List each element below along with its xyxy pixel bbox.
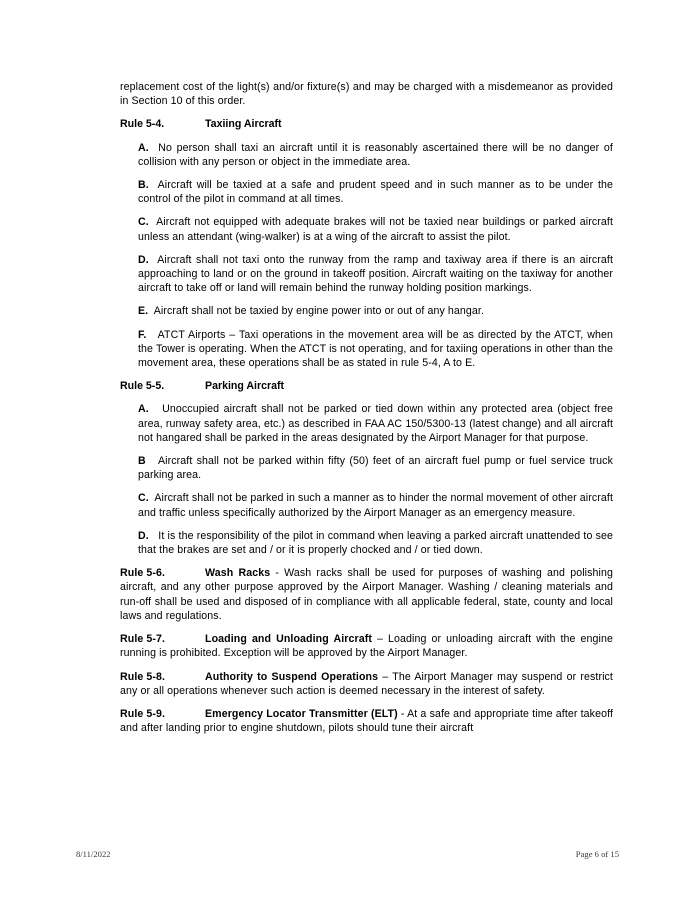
paragraph-letter: E.: [138, 305, 149, 318]
rule-label-5-6: Rule 5-6.: [120, 567, 166, 580]
paragraph-text: ATCT Airports – Taxi operations in the movement area will be as directed by the ATCT, when the Tower is operating. When the ATCT is not operating, and for taxiing operations in other than the movement area, these operations shall be as stated in rule 5-4, A to E.: [138, 328, 613, 370]
rule-heading-5-5: [120, 379, 613, 393]
rule-5-4-paragraph-d: [138, 253, 613, 296]
rule-label-5-7: Rule 5-7.: [120, 633, 166, 646]
rule-heading-5-4: [120, 117, 613, 131]
rule-label-5-5: Rule 5-5.: [120, 380, 165, 393]
continuation-paragraph: replacement cost of the light(s) and/or fixture(s) and may be charged with a misdemeanor as provided in Section 10 of this order.: [120, 81, 613, 108]
rule-5-6: [120, 566, 613, 623]
rule-title-5-6: Wash Racks: [205, 567, 271, 580]
rule-5-4-paragraph-e: [138, 304, 613, 318]
paragraph-letter: D.: [138, 253, 149, 266]
rule-body-5-6: - Wash racks shall be used for purposes of washing and polishing aircraft, and any other purpose approved by the Airport Manager. Washing / cleaning materials and run-off shall be used and disposed of in compliance with all applicable federal, state, county and local laws and regulations.: [120, 567, 613, 622]
paragraph-letter: A.: [138, 403, 149, 416]
rule-label-5-4: Rule 5-4.: [120, 118, 165, 131]
paragraph-text: Aircraft shall not be parked in such a manner as to hinder the normal movement of other aircraft and traffic unless specifically authorized by the Airport Manager as an emergency measure.: [138, 492, 614, 519]
rule-5-8: [120, 670, 613, 698]
rule-5-5-paragraph-b: [138, 454, 613, 482]
paragraph-letter: C.: [138, 492, 149, 505]
footer-date: 8/11/2022: [76, 849, 111, 859]
rule-5-4-paragraph-f: [138, 328, 613, 371]
paragraph-text: Aircraft shall not taxi onto the runway from the ramp and taxiway area if there is an aircraft approaching to land or on the ground in takeoff position. Aircraft waiting on the taxiway for another aircraft to take off or land will remain behind the runway holding position markings.: [138, 253, 613, 295]
rule-title-5-5: Parking Aircraft: [205, 380, 285, 393]
paragraph-letter: A.: [138, 141, 149, 154]
rule-5-9: [120, 707, 613, 735]
paragraph-text: Aircraft not equipped with adequate brakes will not be taxied near buildings or parked aircraft unless an attendant (wing-walker) is at a wing of the aircraft to assist the pilot.: [138, 216, 613, 243]
rule-body-5-7: – Loading or unloading aircraft with the engine running is prohibited. Exception will be approved by the Airport Manager.: [120, 633, 613, 660]
rule-title-5-4: Taxiing Aircraft: [205, 118, 282, 131]
document-body: [120, 80, 613, 735]
rule-5-4-paragraph-c: [138, 215, 613, 243]
paragraph-letter: B: [138, 455, 146, 468]
rule-5-4-paragraph-a: [138, 141, 613, 169]
rule-title-5-8: Authority to Suspend Operations: [205, 670, 379, 683]
paragraph-text: Aircraft shall not be taxied by engine power into or out of any hangar.: [153, 305, 484, 318]
paragraph-letter: C.: [138, 216, 149, 229]
page-footer: [76, 848, 619, 862]
rule-5-5-paragraph-d: [138, 529, 613, 557]
paragraph-letter: D.: [138, 529, 149, 542]
rule-5-5-paragraph-a: [138, 402, 613, 445]
paragraph-text: It is the responsibility of the pilot in command when leaving a parked aircraft unattended to see that the brakes are set and / or it is properly chocked and / or tied down.: [138, 529, 613, 557]
paragraph-letter: B.: [138, 179, 149, 192]
footer-page-number: Page 6 of 15: [575, 849, 619, 859]
rule-body-5-9: - At a safe and appropriate time after takeoff and after landing prior to engine shutdown, pilots should tune their aircraft: [120, 707, 613, 735]
paragraph-text: Aircraft will be taxied at a safe and prudent speed and in such manner as to be under the control of the pilot in command at all times.: [138, 179, 614, 206]
rule-5-7: [120, 632, 613, 660]
rule-5-4-paragraph-b: [138, 178, 613, 206]
rule-body-5-8: – The Airport Manager may suspend or restrict any or all operations whenever such action is deemed necessary in the interest of safety.: [120, 670, 613, 697]
paragraph-text: Aircraft shall not be parked within fifty (50) feet of an aircraft fuel pump or fuel service truck parking area.: [138, 455, 613, 482]
paragraph-text: Unoccupied aircraft shall not be parked or tied down within any protected area (object free area, runway safety area, etc.) as described in FAA AC 150/5300-13 (latest change) and all aircraft not hangared shall be parked in the areas designated by the Airport Manager for that purpose.: [138, 403, 613, 444]
rule-title-5-9: Emergency Locator Transmitter (ELT): [205, 707, 398, 720]
rule-title-5-7: Loading and Unloading Aircraft: [205, 633, 372, 646]
paragraph-letter: F.: [138, 328, 147, 341]
rule-5-5-paragraph-c: [138, 491, 613, 519]
paragraph-text: No person shall taxi an aircraft until it is reasonably ascertained there will be no danger of collision with any person or object in the immediate area.: [138, 141, 613, 168]
rule-label-5-9: Rule 5-9.: [120, 707, 166, 720]
rule-label-5-8: Rule 5-8.: [120, 670, 166, 683]
